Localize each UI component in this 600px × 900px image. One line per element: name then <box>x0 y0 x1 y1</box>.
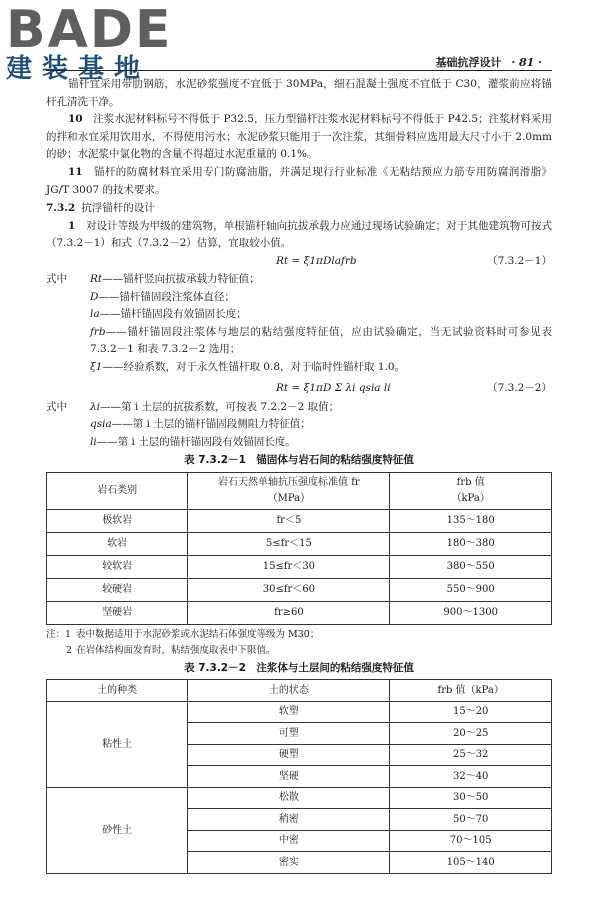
table-cell: fr≥60 <box>188 601 390 624</box>
table-cell: 30≤fr＜60 <box>188 578 390 601</box>
definition-text: ——锚杆锚固段有效锚固长度； <box>99 308 247 321</box>
table-row <box>47 578 552 601</box>
definition-symbol: D <box>90 290 99 303</box>
table-header: frb 值（kPa） <box>390 680 552 702</box>
definition-item <box>46 306 552 324</box>
table-cell: 硬塑 <box>188 744 390 766</box>
definition-item <box>46 324 552 359</box>
table-cell: 中密 <box>188 830 390 852</box>
table-cell: 坚硬 <box>188 766 390 788</box>
table-notes <box>46 627 552 659</box>
definition-symbol: la <box>90 308 100 321</box>
definition-item <box>46 434 552 452</box>
paragraph-10 <box>46 111 552 164</box>
paragraph-cont: 锚杆宜采用带肋钢筋，水泥砂浆强度不宜低于 30MPa，细石混凝土强度不宜低于 C30，灌浆前应将锚杆孔清洗干净。 <box>46 78 552 108</box>
section-title: 抗浮锚杆的设计 <box>81 202 155 215</box>
page-content <box>46 76 552 874</box>
section-number: 7.3.2 <box>46 202 76 215</box>
header-line: （MPa） <box>267 492 311 504</box>
paragraph-text: 注浆水泥材料标号不得低于 P32.5，压力型锚杆注浆水泥材料标号不得低于 P42.5；注浆材料采用的拌和水宜采用饮用水，不得使用污水；水泥砂浆只能用于一次注浆，其细骨料应选用最大尺寸小于 2.0mm 的砂；水泥浆中氯化物的含量不得超过水泥重量的 0.1%。 <box>46 113 553 161</box>
definition-symbol: Rt <box>90 272 103 285</box>
header-line: （kPa） <box>451 492 490 504</box>
note-item <box>46 627 552 643</box>
definition-symbol: frb <box>90 325 106 338</box>
logo <box>6 2 206 84</box>
section-heading <box>46 200 552 218</box>
note-label: 注：1 <box>46 628 72 640</box>
table-cell: 15≤fr＜30 <box>188 555 390 578</box>
table-cell: 软岩 <box>47 532 188 555</box>
definition-item <box>46 271 552 289</box>
definition-text: ——第 i 土层的抗拔系数，可按表 7.2.2－2 取值； <box>100 400 340 413</box>
formula-2 <box>46 377 552 399</box>
table-cell: 可塑 <box>188 723 390 745</box>
table-cell: 70～105 <box>390 830 552 852</box>
logo-main-text: BADE <box>6 0 173 60</box>
formula-number: （7.3.2－1） <box>487 254 552 267</box>
table-cell-soil: 砂性土 <box>47 787 188 873</box>
paragraph-text: 对设计等级为甲级的建筑物，单根锚杆轴向抗拔承载力应通过现场试验确定；对于其他建筑物可按式（7.3.2－1）和式（7.3.2－2）估算，宜取较小值。 <box>46 219 552 250</box>
definition-text: ——经验系数，对于永久性锚杆取 0.8，对于临时性锚杆取 1.0。 <box>102 360 406 373</box>
note-text: 表中数据适用于水泥砂浆或水泥结石体强度等级为 M30； <box>76 628 320 640</box>
definitions-2 <box>46 399 552 452</box>
table-row <box>47 532 552 555</box>
table-cell: 32～40 <box>390 766 552 788</box>
definition-symbol: λi <box>90 400 101 413</box>
definition-label: 式中 <box>46 272 67 285</box>
table-1 <box>46 472 552 625</box>
table-row <box>47 509 552 532</box>
definition-symbol: li <box>90 435 97 448</box>
definition-symbol: ξ1 <box>90 360 103 373</box>
table-cell: 380～550 <box>390 555 552 578</box>
definition-text: ——第 i 土层的锚杆锚固段有效锚固长度。 <box>96 435 296 448</box>
table-cell: 坚硬岩 <box>47 601 188 624</box>
table-cell: 105～140 <box>390 852 552 874</box>
formula-number: （7.3.2－2） <box>487 381 552 394</box>
table-header: 土的状态 <box>188 680 390 702</box>
table-cell: 稍密 <box>188 809 390 831</box>
table-2-body <box>47 701 552 873</box>
definition-text: ——锚杆锚固段注浆体直径； <box>98 290 235 303</box>
table-header: 岩石类别 <box>47 472 188 509</box>
table-header <box>390 472 552 509</box>
paragraph-number: 11 <box>68 165 83 178</box>
paragraph-text: 锚杆的防腐材料宜采用专门防腐油脂，并满足现行行业标准《无粘结预应力筋专用防腐润滑脂》JG/T 3007 的技术要求。 <box>46 165 553 196</box>
table-row <box>47 787 552 809</box>
formula-expression: Rt = ξ1πDlafrb <box>276 254 357 267</box>
table-cell: 30～50 <box>390 787 552 809</box>
note-item <box>46 643 552 659</box>
table-cell: 松散 <box>188 787 390 809</box>
table-cell: 135～180 <box>390 509 552 532</box>
definition-text: ——第 i 土层的锚杆锚固段侧阻力特征值； <box>111 418 311 431</box>
table-header: 土的种类 <box>47 680 188 702</box>
header-title: 基础抗浮设计 <box>435 56 502 69</box>
table-header <box>188 472 390 509</box>
table-1-caption: 表 7.3.2－1 锚固体与岩石间的粘结强度特征值 <box>184 454 414 467</box>
table-cell: 15～20 <box>390 701 552 723</box>
definition-label: 式中 <box>46 400 67 413</box>
table-header-row <box>47 680 552 702</box>
table-cell: 5≤fr＜15 <box>188 532 390 555</box>
logo-sub-text: 建装基地 <box>6 54 151 84</box>
header-rule <box>46 70 552 71</box>
definition-item <box>46 289 552 307</box>
note-label: 2 <box>65 644 72 656</box>
table-2-caption: 表 7.3.2－2 注浆体与土层间的粘结强度特征值 <box>184 661 414 674</box>
table-cell: 900～1300 <box>390 601 552 624</box>
page-number: · 81 · <box>511 56 542 69</box>
formula-1 <box>46 253 552 271</box>
paragraph-number: 10 <box>68 113 83 126</box>
header-line: frb 值 <box>456 476 485 488</box>
paragraph-1 <box>46 218 552 253</box>
definition-item <box>46 416 552 434</box>
table-cell: 180～380 <box>390 532 552 555</box>
definition-item <box>46 399 552 417</box>
table-cell: 50～70 <box>390 809 552 831</box>
running-header <box>436 54 542 70</box>
table-header-row <box>47 472 552 509</box>
table-row <box>47 555 552 578</box>
table-cell: 较硬岩 <box>47 578 188 601</box>
table-cell: 较软岩 <box>47 555 188 578</box>
table-cell: 25～32 <box>390 744 552 766</box>
table-cell: 极软岩 <box>47 509 188 532</box>
table-cell: 软塑 <box>188 701 390 723</box>
paragraph-number: 1 <box>68 219 76 232</box>
definition-symbol: qsia <box>90 418 112 431</box>
table-1-body <box>47 509 552 624</box>
table-cell: fr＜5 <box>188 509 390 532</box>
table-row <box>47 601 552 624</box>
table-cell: 550～900 <box>390 578 552 601</box>
table-cell: 密实 <box>188 852 390 874</box>
table-cell: 20～25 <box>390 723 552 745</box>
header-line: 岩石天然单轴抗压强度标准值 fr <box>218 476 360 488</box>
table-2 <box>46 679 552 874</box>
table-row <box>47 701 552 723</box>
definition-text: ——锚杆锚固段注浆体与地层的粘结强度特征值，应由试验确定，当无试验资料时可参见表 7.3.2－1 和表 7.3.2－2 选用； <box>90 325 552 356</box>
definitions-1 <box>46 271 552 377</box>
table-cell-soil: 粘性土 <box>47 701 188 787</box>
formula-expression: Rt = ξ1πD Σ λi qsia li <box>276 381 391 394</box>
note-text: 在岩体结构面发育时，粘结强度取表中下限值。 <box>76 644 276 656</box>
definition-text: ——锚杆竖向抗拔承载力特征值； <box>102 272 260 285</box>
definition-item <box>46 359 552 377</box>
paragraph-11 <box>46 164 552 199</box>
